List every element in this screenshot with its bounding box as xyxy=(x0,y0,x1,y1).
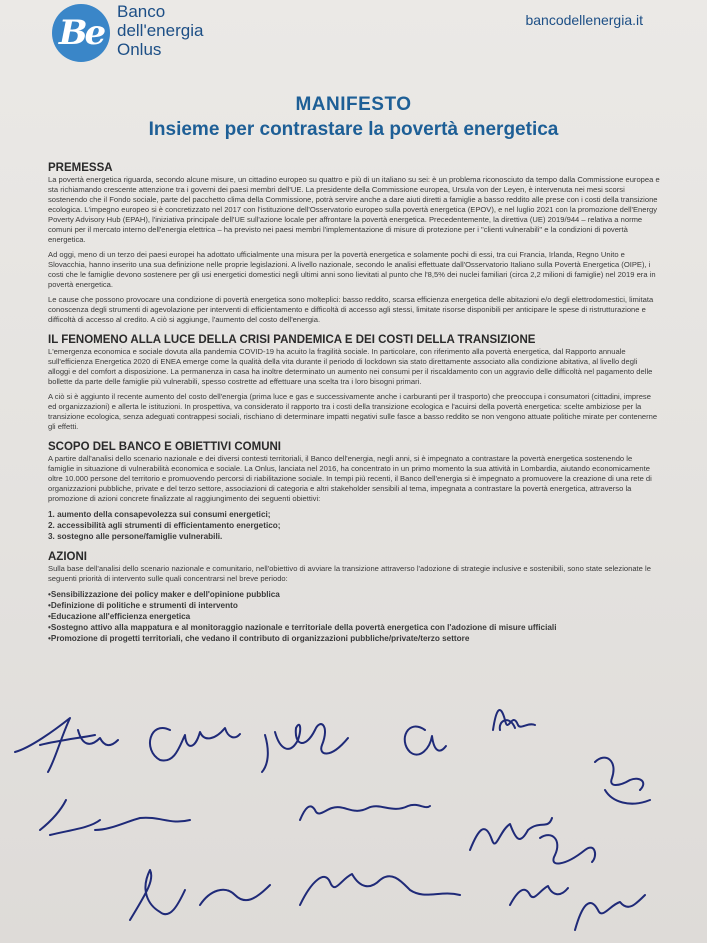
section-heading: SCOPO DEL BANCO E OBIETTIVI COMUNI xyxy=(48,441,281,453)
header xyxy=(0,0,707,70)
paragraph: A partire dall'analisi dello scenario nazionale e dei diversi contesti territoriali, il Banco dell'energia, negli anni, si è impegnato a contrastare la povertà energetica sostenendo le famiglie in situazione di vulnerabilità economica e sociale. La Onlus, lanciata nel 2016, ha concentrato in un primo momento la sua attività in Lombardia, aiutando economicamente oltre 10.000 persone del territorio e promuovendo percorsi di riabilitazione sociale. In tempi più recenti, il Banco dell'energia si è impegnato a promuovere la creazione di una rete di organizzazioni pubbliche, private e del terzo settore, associazioni di categoria e altri stakeholder sensibili al tema, impegnata a contrastare la povertà energetica, attraverso la promozione di azioni concrete finalizzate al raggiungimento dei seguenti obiettivi: xyxy=(48,454,652,503)
document-body xyxy=(48,162,660,653)
signature-13 xyxy=(510,886,568,905)
action-item: • Sostegno attivo alla mappatura e al monitoraggio nazionale e territoriale della povertà energetica con l'adozione di misure ufficiali xyxy=(48,622,660,633)
signature-3 xyxy=(262,724,348,772)
signature-11 xyxy=(130,870,270,920)
paragraph: Sulla base dell'analisi dello scenario nazionale e comunitario, nell'obiettivo di avviare la transizione attraverso l'adozione di strategie inclusive e sostenibili, sono state selezionate le seguenti priorità di intervento sulle quali concentrarsi nel breve periodo: xyxy=(48,564,651,583)
signature-7 xyxy=(40,800,190,835)
logo-mark: Be xyxy=(58,13,104,53)
page-subtitle: Insieme per contrastare la povertà energetica xyxy=(148,119,559,140)
website-link[interactable]: bancodellenergia.it xyxy=(525,12,643,28)
signature-12 xyxy=(300,874,460,905)
paragraph: A ciò si è aggiunto il recente aumento del costo dell'energia (prima luce e gas e successivamente anche i carburanti per il trasporto) che preoccupa i consumatori (cittadini, imprese ed organizzazioni) e allerta le istituzioni. In prospettiva, va considerato il rapporto tra i costi della transizione ecologica e l'acuirsi della povertà energetica: scelte ambiziose per la transizione ecologica, senza adeguati contrappesi sociali, rischiano di determinare impatti negativi sulle fasce a basso reddito se non vengono attuate politiche mirate per contenerne gli effetti. xyxy=(48,392,658,431)
signature-5 xyxy=(493,710,535,730)
logo-text xyxy=(117,2,203,59)
goal-item: 2. accessibilità agli strumenti di efficientamento energetico; xyxy=(48,521,281,530)
section-premessa xyxy=(48,162,660,325)
signature-1 xyxy=(15,718,118,772)
signature-9 xyxy=(470,818,552,850)
paragraph: Le cause che possono provocare una condizione di povertà energetica sono molteplici: basso reddito, scarsa efficienza energetica delle abitazioni e/o degli elettrodomestici, limitata conoscenza degli strumenti di agevolazione per interventi di efficientamento e difficoltà di accesso agli stessi, limitate risorse disponibili per anticipare le spese di ristrutturazione e difficoltà di accesso al credito. A ciò si aggiunge, l'aumento del costo dell'energia. xyxy=(48,295,654,324)
logo-line-1: Banco xyxy=(117,2,166,21)
action-item: • Educazione all'efficienza energetica xyxy=(48,611,660,622)
logo-icon xyxy=(52,4,110,62)
page-title: MANIFESTO xyxy=(295,94,412,115)
actions-list xyxy=(48,589,660,644)
section-heading: IL FENOMENO ALLA LUCE DELLA CRISI PANDEMICA E DEI COSTI DELLA TRANSIZIONE xyxy=(48,334,536,346)
signature-4 xyxy=(405,727,446,755)
signatures-area xyxy=(0,690,707,943)
goals-list xyxy=(48,509,660,542)
goal-item: 3. sostegno alle persone/famiglie vulnerabili. xyxy=(48,532,223,541)
action-item: • Definizione di politiche e strumenti di intervento xyxy=(48,600,660,611)
signature-10 xyxy=(540,835,595,863)
signature-8 xyxy=(300,805,430,820)
section-heading: AZIONI xyxy=(48,551,87,563)
signature-6 xyxy=(595,758,650,804)
action-item: • Sensibilizzazione dei policy maker e dell'opinione pubblica xyxy=(48,589,660,600)
goal-item: 1. aumento della consapevolezza sui consumi energetici; xyxy=(48,510,271,519)
paragraph: Ad oggi, meno di un terzo dei paesi europei ha adottato ufficialmente una misura per la povertà energetica e solamente pochi di essi, tra cui Francia, Irlanda, Regno Unito e Slovacchia, hanno inserito una sua definizione nelle proprie legislazioni. A livello nazionale, secondo le analisi effettuate dall'Osservatorio Italiano sulla Povertà Energetica (OIPE), i costi che le famiglie devono sostenere per gli usi energetici domestici negli ultimi anni sono lievitati al punto che l'8,5% dei nuclei familiari (circa 2,2 milioni di famiglie) nel 2019 era in povertà energetica. xyxy=(48,250,656,289)
paragraph: La povertà energetica riguarda, secondo alcune misure, un cittadino europeo su quattro e più di un italiano su sei: è un problema riconosciuto da tempo dalla Commissione europea e sta richiamando crescente attenzione tra i governi dei paesi membri dell'UE. La presidente della Commissione europea, Ursula von der Leyen, è intervenuta nei mesi scorsi sostenendo che il Fondo sociale, parte del pacchetto clima della Commissione, potrà servire anche a dare aiuti diretti a famiglie a basso reddito alle prese con i costi della transizione ecologica. L'impegno europeo si è concretizzato nel 2017 con l'istituzione dell'Osservatorio europeo sulla povertà energetica (EPOV), e nel luglio 2021 con la promozione dell'Energy Poverty Advisory Hub (EPAH), l'iniziativa principale dell'UE sull'azione locale per affrontare la povertà energetica. Precedentemente, la direttiva (UE) 2019/944 – relativa a norme comuni per il mercato interno dell'energia elettrica – ha previsto nei paesi membri l'implementazione di misure di protezione per i "clienti vulnerabili" e la condizioni di povertà energetica. xyxy=(48,175,660,244)
logo-line-3: Onlus xyxy=(117,40,162,59)
action-item: • Promozione di progetti territoriali, che vedano il contributo di organizzazioni pubbliche/private/terzo settore xyxy=(48,633,660,644)
logo-line-2: dell'energia xyxy=(117,21,204,40)
paragraph: L'emergenza economica e sociale dovuta alla pandemia COVID-19 ha acuito la fragilità sociale. In particolare, con riferimento alla povertà energetica, dal Rapporto annuale sull'efficienza Energetica 2020 di ENEA emerge come la qualità della vita durante il periodo di lockdown sia stato direttamente associato alla condizione abitativa, al livello degli alloggi e del comfort a disposizione. La permanenza in casa ha inoltre determinato un aumento nei consumi per il riscaldamento con un aggravio delle difficoltà nel pagamento delle bollette da parte delle famiglie più vulnerabili, spesso costrette ad effettuare una scelta tra i loro bisogni primari. xyxy=(48,347,653,386)
section-azioni xyxy=(48,551,660,644)
section-heading: PREMESSA xyxy=(48,162,113,174)
signature-2 xyxy=(150,728,240,761)
signature-14 xyxy=(575,895,645,930)
section-scopo xyxy=(48,441,660,542)
section-fenomeno xyxy=(48,334,660,432)
